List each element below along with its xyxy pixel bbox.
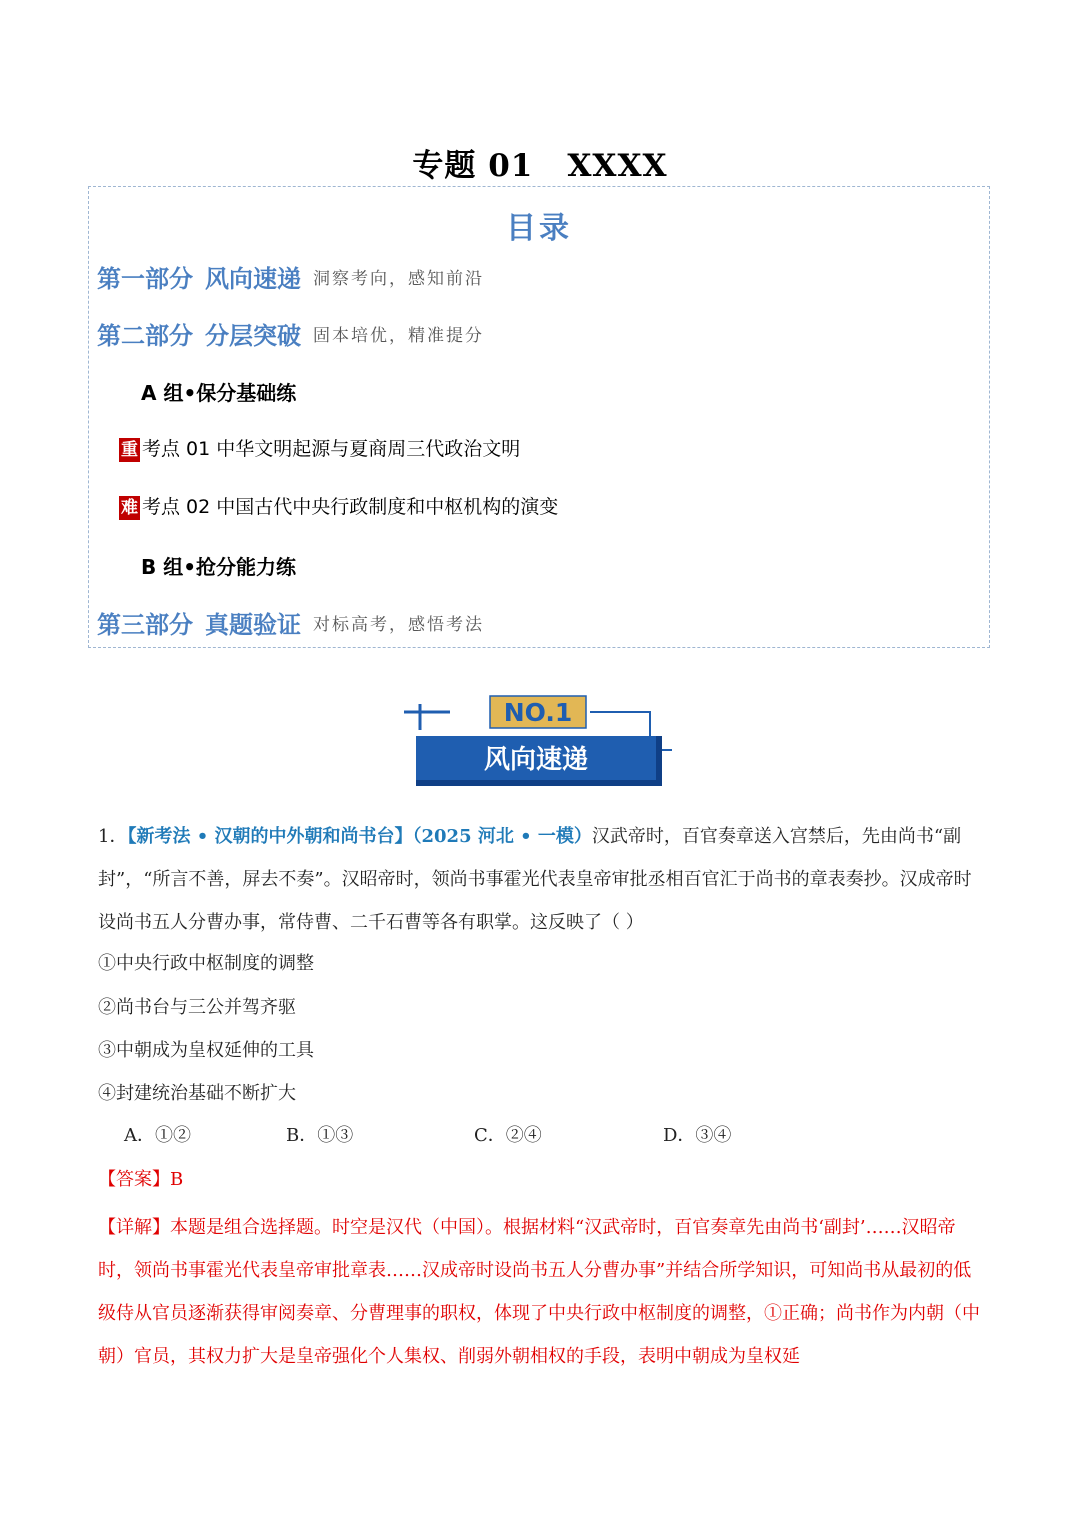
- banner-decoration-right: [590, 712, 650, 738]
- answer-line: 【答案】B: [98, 1169, 184, 1190]
- toc-part-name: 风向速递: [205, 265, 301, 293]
- title-name: XXXX: [567, 148, 668, 184]
- answer-detail: 【详解】本题是组合选择题。时空是汉代（中国）。根据材料“汉武帝时，百官奏章先由尚书‘副封’……汉昭帝时，领尚书事霍光代表皇帝审批章表……汉成帝时设尚书五人分曹办事”并结合所学知识，可知尚书从最初的低级侍从官员逐渐获得审阅奏章、分曹理事的职权，体现了中央行政中枢制度的调整，①正确；尚书作为内朝（中朝）官员，其权力扩大是皇帝强化个人集权、削弱外朝相权的手段，表明中朝成为皇权延: [98, 1217, 980, 1367]
- question-item-1: ①中央行政中枢制度的调整: [98, 953, 314, 974]
- toc-part-3[interactable]: [97, 605, 484, 640]
- question-item-2: ②尚书台与三公并驾齐驱: [98, 997, 296, 1018]
- toc-heading: 目录: [506, 211, 572, 246]
- choice-d[interactable]: D．③④: [663, 1125, 732, 1146]
- toc-part-1[interactable]: [97, 259, 484, 294]
- toc-part-name: 真题验证: [205, 611, 301, 639]
- question-tag: 【新考法 • 汉朝的中外朝和尚书台】（2025 河北 • 一模）: [127, 826, 592, 847]
- banner-number: NO.1: [503, 698, 573, 727]
- question-stem: [98, 815, 984, 944]
- toc-part-label: 第一部分: [97, 265, 193, 293]
- choice-c[interactable]: C．②④: [474, 1125, 542, 1146]
- toc-point-2[interactable]: [119, 492, 558, 520]
- banner-decoration-left: [404, 704, 450, 730]
- question-number: 1．: [98, 826, 128, 847]
- question-item-4: ④封建统治基础不断扩大: [98, 1083, 296, 1104]
- toc-part-2[interactable]: [97, 316, 484, 351]
- banner-title: 风向速递: [483, 745, 589, 775]
- toc-part-sub: 洞察考向，感知前沿: [313, 269, 484, 289]
- choice-b[interactable]: B．①③: [286, 1125, 354, 1146]
- question-item-3: ③中朝成为皇权延伸的工具: [98, 1040, 314, 1061]
- title-prefix: 专题 01: [412, 148, 534, 184]
- toc-group-b[interactable]: B 组•抢分能力练: [141, 555, 296, 579]
- toc-point-text: 考点 02 中国古代中央行政制度和中枢机构的演变: [142, 496, 559, 518]
- table-of-contents: [88, 186, 990, 648]
- toc-point-text: 考点 01 中华文明起源与夏商周三代政治文明: [142, 438, 521, 460]
- toc-point-1[interactable]: [119, 434, 520, 462]
- toc-part-label: 第二部分: [97, 322, 193, 350]
- key-point-badge: 重: [121, 440, 138, 460]
- difficult-point-badge: 难: [121, 498, 138, 518]
- document-title: [0, 140, 1080, 185]
- section-banner: [400, 692, 680, 788]
- choice-a[interactable]: A．①②: [124, 1125, 191, 1146]
- question-body: 汉武帝时，百官奏章送入宫禁后，先由尚书“副封”，“所言不善，屏去不奏”。汉昭帝时，领尚书事霍光代表皇帝审批丞相百官汇于尚书的章表奏抄。汉成帝时设尚书五人分曹办事，常侍曹、二千石曹等各有职掌。这反映了（ ）: [98, 826, 972, 933]
- toc-part-label: 第三部分: [97, 611, 193, 639]
- toc-part-sub: 固本培优，精准提分: [313, 326, 484, 346]
- toc-part-name: 分层突破: [205, 322, 301, 350]
- toc-part-sub: 对标高考，感悟考法: [313, 615, 484, 635]
- toc-group-a[interactable]: A 组•保分基础练: [141, 381, 297, 405]
